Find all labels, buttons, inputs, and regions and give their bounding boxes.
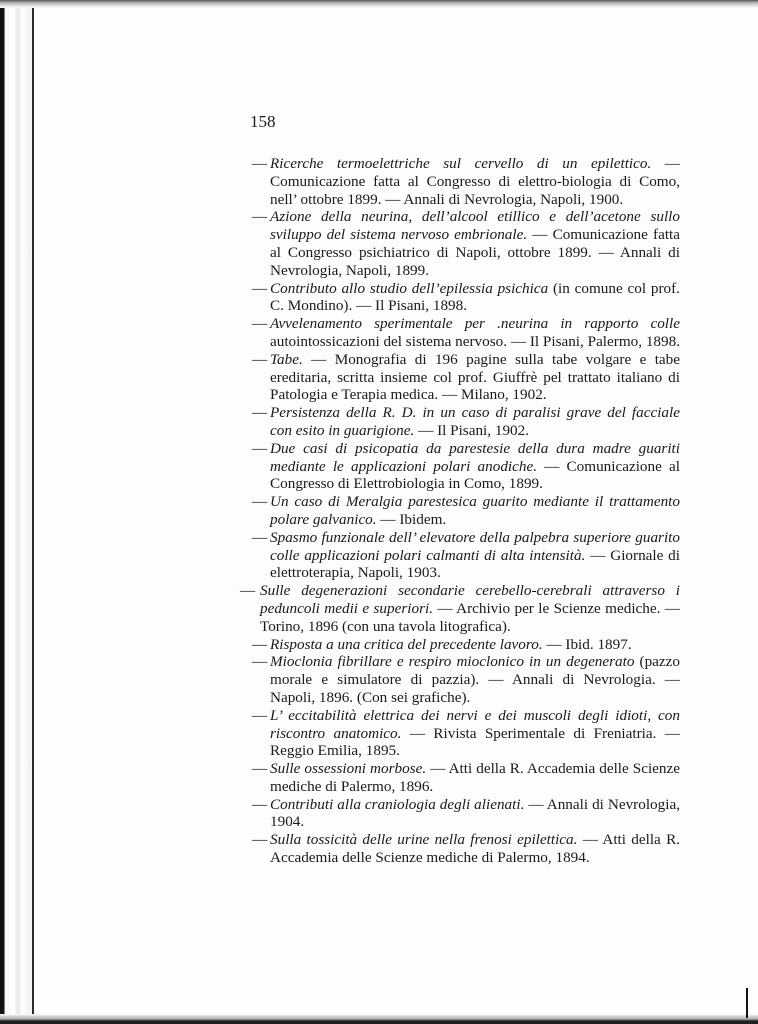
entry-dash: —	[252, 404, 268, 422]
entry-dash: —	[240, 582, 256, 600]
entry-dash: —	[252, 706, 268, 724]
entry-citation: — Archivio per le Scienze mediche. — Torino, 1896 (con una tavola litografica).	[260, 599, 680, 635]
page-binding-shadow	[0, 0, 36, 1024]
bibliography-entry	[232, 582, 680, 635]
binding-edge-line	[32, 0, 34, 1024]
entry-citation: — Monografia di 196 pagine sulla tabe volgare e tabe ereditaria, scritta insieme col prof. Giuffrè pel trattato italiano di Patologia e Terapia medica. — Milano, 1902.	[270, 350, 680, 404]
entry-citation: — Ibidem.	[376, 510, 447, 528]
corner-scan-mark	[746, 988, 748, 1018]
bibliography-entry	[232, 155, 680, 208]
entry-dash: —	[252, 493, 268, 511]
entry-title: Sulle ossessioni morbose.	[270, 760, 427, 778]
entry-dash: —	[252, 315, 268, 333]
entry-citation: — Ibid. 1897.	[542, 635, 632, 653]
entry-citation: (in comune col prof. C. Mondino). — Il Pisani, 1898.	[270, 279, 680, 315]
entry-citation: — Comunicazione fatta al Congresso di elettro-biologia di Como, nell’ ottobre 1899. — Annali di Nevrologia, Napoli, 1900.	[270, 155, 680, 208]
entry-citation: — Comunicazione fatta al Congresso psichiatrico di Napoli, ottobre 1899. — Annali di Nevrologia, Napoli, 1899.	[270, 226, 680, 279]
entry-dash: —	[252, 350, 268, 368]
bibliography-entry	[232, 440, 680, 493]
bibliography-entry	[232, 208, 680, 279]
entry-title: Due casi di psicopatia da parestesie della dura madre guariti mediante le applicazioni polari anodiche.	[270, 439, 680, 475]
entry-title: Mioclonia fibrillare e respiro mioclonico in un degenerato	[270, 653, 635, 671]
entry-dash: —	[252, 528, 268, 546]
bibliography-entry	[232, 636, 680, 654]
entry-dash: —	[252, 635, 268, 653]
entry-title: Spasmo funzionale dell’ elevatore della palpebra superiore guarito colle applicazioni polari calmanti di alta intensità.	[270, 528, 680, 564]
entry-dash: —	[252, 208, 268, 226]
entry-dash: —	[252, 831, 268, 849]
entry-dash: —	[252, 795, 268, 813]
entry-title: Persistenza della R. D. in un caso di paralisi grave del facciale con esito in guarigione.	[270, 404, 680, 439]
entry-title: Sulle degenerazioni secondarie cerebello-cerebrali attraverso i peduncoli medii e superiori.	[260, 582, 680, 617]
entry-citation: — Rivista Sperimentale di Freniatria. — Reggio Emilia, 1895.	[270, 724, 680, 760]
bibliography-entry	[232, 280, 680, 316]
bibliography-list	[232, 155, 680, 867]
entry-dash: —	[252, 653, 268, 671]
entry-title: Un caso di Meralgia parestesica guarito mediante il trattamento polare galvanico.	[270, 493, 680, 528]
entry-title: Azione della neurina, dell’alcool etillico e dell’acetone sullo sviluppo del sistema nervoso embrionale.	[270, 208, 680, 244]
entry-title: Risposta a una critica del precedente lavoro.	[270, 635, 543, 653]
bibliography-entry	[232, 831, 680, 867]
entry-citation: — Atti della R. Accademia delle Scienze mediche di Palermo, 1896.	[270, 760, 681, 795]
entry-dash: —	[252, 439, 268, 457]
entry-title: Contributi alla craniologia degli alienati.	[270, 795, 525, 813]
bibliography-entry	[232, 760, 680, 796]
top-scan-edge	[0, 0, 758, 8]
entry-citation: — Comunicazione al Congresso di Elettrobiologia in Como, 1899.	[270, 457, 680, 493]
bibliography-entry	[232, 707, 680, 760]
entry-title: Avvelenamento sperimentale per .neurina in rapporto colle	[270, 315, 680, 333]
entry-citation: — Atti della R. Accademia delle Scienze mediche di Palermo, 1894.	[270, 831, 680, 867]
entry-citation: autointossicazioni del sistema nervoso. — Il Pisani, Palermo, 1898.	[270, 332, 681, 350]
bibliography-entry	[232, 796, 680, 832]
entry-title: Sulla tossicità delle urine nella frenosi epilettica.	[270, 831, 578, 849]
entry-citation: — Giornale di elettroterapia, Napoli, 1903.	[270, 546, 680, 582]
entry-title: Contributo allo studio dell’epilessia psichica	[270, 279, 549, 297]
entry-title: Tabe.	[270, 350, 303, 368]
bibliography-entry	[232, 351, 680, 404]
page-number: 158	[250, 112, 276, 131]
entry-citation: (pazzo morale e simulatore di pazzia). — Annali di Nevrologia. — Napoli, 1896. (Con sei grafiche).	[270, 653, 681, 706]
entry-dash: —	[252, 279, 268, 297]
entry-title: Ricerche termoelettriche sul cervello di un epilettico.	[270, 155, 652, 172]
entry-dash: —	[252, 155, 268, 172]
bibliography-entry	[232, 653, 680, 706]
bibliography-entry	[232, 493, 680, 529]
entry-citation: — Annali di Nevrologia, 1904.	[270, 795, 680, 831]
bibliography-entry	[232, 529, 680, 582]
bibliography-entry	[232, 315, 680, 351]
entry-citation: — Il Pisani, 1902.	[414, 421, 530, 439]
bibliography-entry	[232, 404, 680, 440]
bottom-scan-edge	[0, 1014, 758, 1024]
entry-dash: —	[252, 760, 268, 778]
entry-title: L’ eccitabilità elettrica dei nervi e dei muscoli degli idioti, con riscontro anatomico.	[270, 706, 680, 742]
